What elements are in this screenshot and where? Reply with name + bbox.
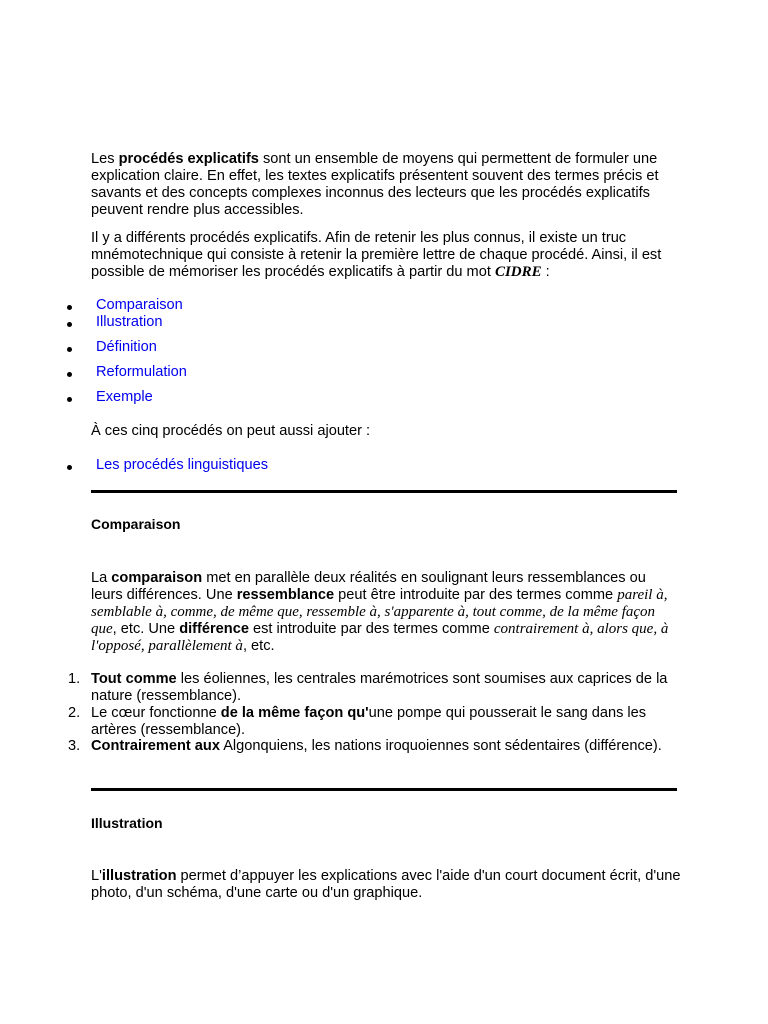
link-definition[interactable]: Définition bbox=[96, 339, 157, 355]
bold-term: de la même façon qu' bbox=[220, 705, 369, 721]
list-number: 2. bbox=[68, 705, 81, 721]
example-item-1 bbox=[91, 671, 681, 705]
text: une pompe qui pousserait le sang dans les artères (ressemblance). bbox=[91, 705, 647, 738]
text: , etc. Une bbox=[112, 621, 180, 637]
extra-intro: À ces cinq procédés on peut aussi ajouter : bbox=[91, 423, 371, 439]
link-exemple[interactable]: Exemple bbox=[96, 389, 153, 405]
bullet-icon bbox=[67, 322, 72, 327]
intro-paragraph-2 bbox=[91, 230, 681, 281]
cidre-word: CIDRE bbox=[494, 264, 542, 280]
text: permet d’appuyer les explications avec l'aide d'un court document écrit, d'une photo, d'un schéma, d'une carte ou d'un graphique. bbox=[91, 868, 681, 901]
bold-term: différence bbox=[179, 621, 249, 637]
section-heading-comparaison: Comparaison bbox=[91, 516, 181, 532]
link-reformulation[interactable]: Reformulation bbox=[96, 364, 187, 380]
bold-term: Tout comme bbox=[91, 671, 177, 687]
bullet-icon bbox=[67, 347, 72, 352]
bold-term: procédés explicatifs bbox=[118, 151, 259, 167]
text: les éoliennes, les centrales marémotrices sont soumises aux caprices de la nature (ressemblance). bbox=[91, 671, 668, 704]
text: met en parallèle deux réalités en soulignant leurs ressemblances ou leurs différences. Une bbox=[91, 570, 646, 603]
italic-terms: pareil à, semblable à, comme, de même que, ressemble à, s'apparente à, tout comme, de la même façon que bbox=[91, 587, 668, 637]
bullet-icon bbox=[67, 372, 72, 377]
illustration-paragraph bbox=[91, 868, 681, 902]
bold-term: ressemblance bbox=[236, 587, 335, 603]
text: : bbox=[541, 264, 550, 280]
intro-paragraph-1 bbox=[91, 151, 681, 219]
text: sont un ensemble de moyens qui permettent de formuler une explication claire. En effet, les textes explicatifs présentent souvent des termes précis et savants et des concepts complexes inconnus des lecteurs que les procédés explicatifs peuvent rendre plus accessibles. bbox=[91, 151, 659, 218]
text: peut être introduite par des termes comme bbox=[334, 587, 618, 603]
list-number: 3. bbox=[68, 738, 81, 754]
bullet-icon bbox=[67, 305, 72, 310]
bold-term: Contrairement aux bbox=[91, 738, 220, 754]
text: Algonquiens, les nations iroquoiennes sont sédentaires (différence). bbox=[219, 738, 662, 754]
bullet-icon bbox=[67, 397, 72, 402]
text: est introduite par des termes comme bbox=[248, 621, 494, 637]
bullet-icon bbox=[67, 465, 72, 470]
comparaison-paragraph bbox=[91, 570, 681, 655]
bold-term: comparaison bbox=[111, 570, 203, 586]
divider bbox=[91, 788, 677, 791]
example-item-3 bbox=[91, 738, 681, 755]
link-comparaison[interactable]: Comparaison bbox=[96, 297, 183, 313]
example-item-2 bbox=[91, 705, 681, 739]
italic-terms: contrairement à, alors que, à l'opposé, parallèlement à bbox=[91, 621, 669, 654]
text: Les bbox=[91, 151, 119, 167]
list-number: 1. bbox=[68, 671, 81, 687]
bold-term: illustration bbox=[101, 868, 177, 884]
divider bbox=[91, 490, 677, 493]
text: , etc. bbox=[242, 638, 275, 654]
text: Il y a différents procédés explicatifs. Afin de retenir les plus connus, il existe un truc mnémotechnique qui consiste à retenir la première lettre de chaque procédé. Ainsi, il est possible de mémoriser les procédés explicatifs à partir du mot bbox=[91, 230, 662, 280]
link-procedes-linguistiques[interactable]: Les procédés linguistiques bbox=[96, 457, 268, 473]
text: L' bbox=[91, 868, 102, 884]
text: La bbox=[91, 570, 112, 586]
section-heading-illustration: Illustration bbox=[91, 815, 163, 831]
link-illustration[interactable]: Illustration bbox=[96, 314, 163, 330]
text: Le cœur fonctionne bbox=[91, 705, 221, 721]
